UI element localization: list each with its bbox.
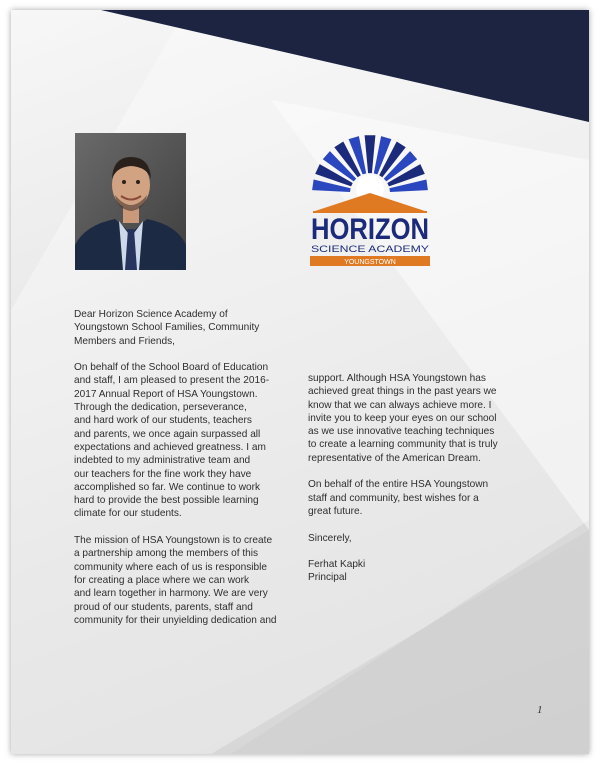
principal-portrait bbox=[75, 133, 186, 270]
letter-closing: Sincerely, bbox=[308, 532, 352, 544]
page-number: 1 bbox=[537, 704, 543, 716]
letter-salutation: Dear Horizon Science Academy of Youngstown School Families, Community Members and Friends, bbox=[74, 309, 260, 347]
letter-paragraph-1: On behalf of the School Board of Education and staff, I am pleased to present the 2016- 2017 Annual Report of HSA Youngstown. Through the dedication, perseverance, and hard work of our students, teachers and parents, we once again surpassed all expectations and achieved greatness. I am indebted to my administrative team and our teachers for the fine work they have accomplished so far. We continue to work hard to provide the best possible learning climate for our students. bbox=[74, 362, 270, 520]
logo-subtitle: SCIENCE ACADEMY bbox=[311, 244, 430, 255]
letter-paragraph-4: On behalf of the entire HSA Youngstown staff and community, best wishes for a great future. bbox=[308, 479, 489, 517]
logo-ray bbox=[365, 135, 376, 173]
letter-right-column bbox=[308, 372, 548, 585]
signer-title: Principal bbox=[308, 572, 347, 584]
horizon-logo bbox=[305, 127, 435, 277]
report-page bbox=[11, 10, 589, 754]
letter-paragraph-2: The mission of HSA Youngstown is to create a partnership among the members of this community where each of us is responsible for creating a place where we can work and learn together in harmony. We are very proud of our students, parents, staff and community for their unyielding dedication and bbox=[74, 535, 277, 626]
letter-paragraph-3: support. Although HSA Youngstown has achieved great things in the past years we know that we can always achieve more. I invite you to keep your eyes on our school as we use innovative teaching techniques to create a learning community that is truly representative of the American Dream. bbox=[308, 373, 498, 464]
logo-name: HORIZON bbox=[311, 213, 429, 246]
signer-name: Ferhat Kapki bbox=[308, 559, 366, 571]
letter-left-column bbox=[74, 308, 314, 627]
logo-location: YOUNGSTOWN bbox=[344, 259, 396, 266]
